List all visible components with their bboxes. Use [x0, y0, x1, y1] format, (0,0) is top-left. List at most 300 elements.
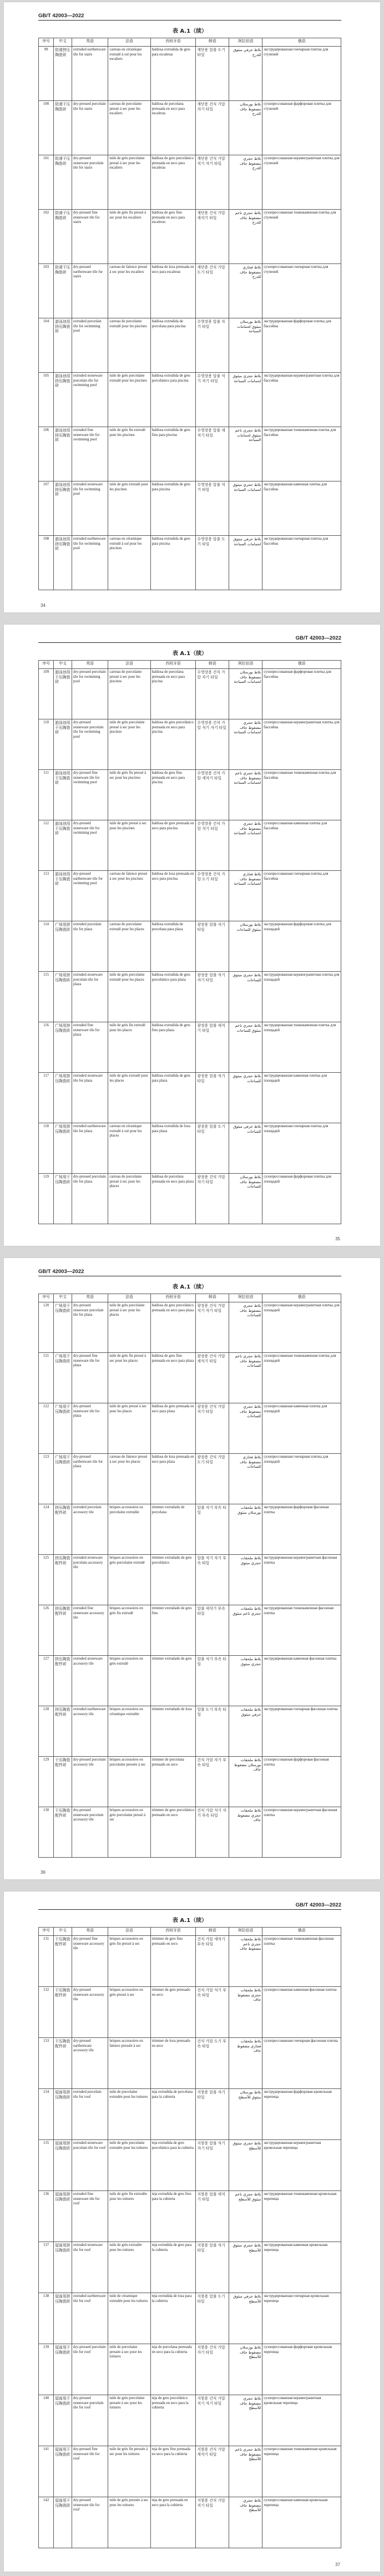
- table-cell-seq: 140: [39, 2395, 54, 2446]
- table-cell-ko: 광장용 압출 석기 자기 타일: [196, 972, 229, 1022]
- table-cell-ru: экструдированная гончарная плитка для бассейна: [262, 536, 341, 590]
- table-cell-en: extruded stoneware accessory tile: [72, 1656, 108, 1706]
- table-cell-fr: tuile de grès extrudé pour les piscines: [108, 481, 150, 536]
- table-cell-fr: carreau de porcelaine pressé à sec pour les piscines: [108, 669, 150, 719]
- table-cell-fr: carreau de faïence pressé à sec pour les piscines: [108, 871, 150, 921]
- table-cell-ru: экструдированная гончарная плитка для ступеней: [262, 47, 341, 101]
- column-header: 俄语: [262, 38, 341, 47]
- table-cell-ar: بلاط خزفي مبثوق للدرج: [229, 47, 262, 101]
- table-cell-fr: tuile de grès porcelaine pressé à sec pour les piscines: [108, 719, 150, 770]
- table-cell-ar: بلاط حجري مبثوق للأسطح: [229, 2242, 262, 2293]
- table-row: [39, 2038, 341, 2089]
- table-cell-en: dry-pressed fine stoneware tile for stairs: [72, 210, 108, 264]
- table-row: [39, 719, 341, 770]
- table-cell-seq: 116: [39, 1022, 54, 1073]
- table-cell-ko: 수영장용 건식 가압 석기 타일: [196, 820, 229, 871]
- table-cell-zh: 屋面用挤压陶瓷砖: [54, 2191, 72, 2242]
- table-cell-seq: 139: [39, 2344, 54, 2395]
- table-cell-zh: 屋面用挤压陶瓷砖: [54, 2293, 72, 2344]
- table-cell-es: baldosa extrudida de porcelana para piscina: [150, 318, 196, 373]
- table-cell-en: dry-pressed stoneware porcelain tile for swimming pool: [72, 719, 108, 770]
- table-cell-es: baldosa extrudida de gres fino para plaza: [150, 1022, 196, 1073]
- table-cell-zh: 挤压陶瓷配件砖: [54, 1504, 72, 1555]
- table-cell-ru: экструдированная каменная кровельная черепица: [262, 2242, 341, 2293]
- page-header-standard-code: GB/T 42003—2022: [38, 9, 341, 21]
- column-header: 英语: [72, 661, 108, 669]
- table-cell-ar: بلاط حجري ناعم مبثوق لحمامات السباحة: [229, 427, 262, 481]
- table-cell-en: extruded stoneware tile for swimming pool: [72, 481, 108, 536]
- table-cell-en: dry-pressed stoneware tile for swimming pool: [72, 820, 108, 871]
- table-row: [39, 1454, 341, 1504]
- table-cell-ru: экструдированная гончарная фасонная плитка: [262, 1706, 341, 1757]
- table-cell-ar: بلاط فخاري مضغوط جاف للدرج: [229, 264, 262, 318]
- table-cell-es: baldosa de gres porcelánico prensada en seco para escaleras: [150, 155, 196, 210]
- table-row: [39, 101, 341, 155]
- table-cell-zh: 游泳池用挤压陶瓷砖: [54, 481, 72, 536]
- table-cell-fr: carreau en céramique extrudé à sol pour les escaliers: [108, 47, 150, 101]
- table-cell-es: trimmer de gres fino prensado en seco: [150, 1936, 196, 1987]
- table-cell-ko: 지붕용 압출 석기 자기 타일: [196, 2140, 229, 2191]
- table-cell-fr: briques accessoires en porcelaine extrudée: [108, 1504, 150, 1555]
- column-header: 法语: [108, 661, 150, 669]
- table-cell-ar: بلاط حجري ناعم مبثوق للساحات: [229, 1022, 262, 1073]
- table-cell-ko: 압출 석기 부속 타일: [196, 1656, 229, 1706]
- table-cell-ru: экструдированная керамогранитная фасонная плитка: [262, 1555, 341, 1605]
- table-cell-seq: 103: [39, 264, 54, 318]
- table-cell-ar: بلاط بورسلان مبثوق لحمامات السباحة: [229, 318, 262, 373]
- column-header: 中文: [54, 1294, 72, 1302]
- table-cell-ar: بلاط ملحقات بورسلان مضغوط جاف: [229, 1757, 262, 1807]
- table-cell-es: baldosa extrudida de gres porcelánico para plaza: [150, 972, 196, 1022]
- table-row: [39, 770, 341, 820]
- table-cell-zh: 广场用挤压陶瓷砖: [54, 1022, 72, 1073]
- table-cell-ar: بلاط حجري مضغوط جاف للأسطح: [229, 2497, 262, 2548]
- table-cell-fr: briques accessoires en grès fin extrudé: [108, 1605, 150, 1656]
- table-cell-es: teja de gres fino prensada en seco para la cubierta: [150, 2446, 196, 2497]
- table-cell-en: extruded stoneware porcelain tile for swimming pool: [72, 373, 108, 427]
- table-cell-seq: 117: [39, 1073, 54, 1123]
- table-cell-ar: بلاط حجري مضغوط جاف لحمامات السباحة: [229, 719, 262, 770]
- terminology-table: [38, 1927, 341, 2548]
- column-header: 阿拉伯语: [229, 661, 262, 669]
- table-cell-ar: بلاط بورسلان مضغوط جاف للساحات: [229, 1174, 262, 1224]
- table-cell-zh: 屋面用挤压陶瓷砖: [54, 2140, 72, 2191]
- table-cell-zh: 广场用干压陶瓷砖: [54, 1403, 72, 1454]
- table-cell-en: extruded porcelain tile for plaza: [72, 921, 108, 972]
- table-cell-ru: сухопрессованная керамогранитная фасонная плитка: [262, 1807, 341, 1858]
- table-cell-es: baldosa extrudida de gres porcelánico para piscina: [150, 373, 196, 427]
- table-cell-en: extruded porcelain tile for roof: [72, 2089, 108, 2140]
- column-header: 阿拉伯语: [229, 1928, 262, 1936]
- table-cell-zh: 屋面用挤压陶瓷砖: [54, 2089, 72, 2140]
- table-cell-en: dry-pressed earthenware tile for plaza: [72, 1454, 108, 1504]
- table-cell-ar: بلاط بورسلان مضغوط جاف لحمامات السباحة: [229, 669, 262, 719]
- table-cell-ar: بلاط خزفي مبثوق لحمامات السباحة: [229, 536, 262, 590]
- table-cell-es: teja extrudida de gres para la cubierta: [150, 2242, 196, 2293]
- table-cell-en: extruded earthenware accessory tile: [72, 1706, 108, 1757]
- table-cell-ar: بلاط بورسلان مبثوق للأسطح: [229, 2089, 262, 2140]
- table-cell-fr: carreau de faïence pressé à sec pour les escaliers: [108, 264, 150, 318]
- table-cell-ar: بلاط ملحقات حجري ناعم مضغوط جاف: [229, 1936, 262, 1987]
- table-cell-fr: carreau de faïence pressé à sec pour les places: [108, 1454, 150, 1504]
- table-cell-en: dry-pressed fine stoneware tile for plaza: [72, 1353, 108, 1403]
- table-cell-en: dry-pressed stoneware accessory tile: [72, 1987, 108, 2038]
- table-cell-ru: экструдированная каменная фасонная плитка: [262, 1656, 341, 1706]
- table-cell-en: extruded stoneware tile for plaza: [72, 1073, 108, 1123]
- table-cell-ru: сухопрессованная гончарная фасонная плитка: [262, 2038, 341, 2089]
- column-header: 韩语: [196, 1928, 229, 1936]
- table-cell-ru: экструдированная тонкокаменная плитка для площадей: [262, 1022, 341, 1073]
- table-cell-fr: tuile de grès fin extrudée pour les toitures: [108, 2191, 150, 2242]
- table-cell-ru: сухопрессованная фарфоровая фасонная плитка: [262, 1757, 341, 1807]
- table-cell-seq: 130: [39, 1807, 54, 1858]
- table-cell-ru: сухопрессованная каменная плитка для бассейна: [262, 820, 341, 871]
- table-cell-zh: 游泳池用干压陶瓷砖: [54, 669, 72, 719]
- table-row: [39, 2293, 341, 2344]
- table-cell-ar: بلاط بورسلان مضغوط جاف للدرج: [229, 101, 262, 155]
- column-header: 西班牙语: [150, 1294, 196, 1302]
- table-row: [39, 373, 341, 427]
- table-header-row: [39, 38, 341, 47]
- table-cell-seq: 129: [39, 1757, 54, 1807]
- table-cell-ar: بلاط حجري مضغوط جاف للساحات: [229, 1403, 262, 1454]
- table-cell-es: baldosa extrudida de porcelana para plaza: [150, 921, 196, 972]
- table-cell-en: extruded earthenware tile for roof: [72, 2293, 108, 2344]
- table-cell-zh: 屋面用干压陶瓷砖: [54, 2344, 72, 2395]
- table-cell-seq: 119: [39, 1174, 54, 1224]
- table-cell-ko: 압출 세석기 부속 타일: [196, 1605, 229, 1656]
- table-cell-seq: 134: [39, 2089, 54, 2140]
- table-cell-seq: 132: [39, 1987, 54, 2038]
- table-cell-seq: 99: [39, 47, 54, 101]
- table-cell-fr: tuile de grès porcelaine pressé à sec pour les escaliers: [108, 155, 150, 210]
- table-cell-ru: сухопрессованная фарфоровая плитка для ступеней: [262, 101, 341, 155]
- table-cell-en: extruded earthenware tile for swimming pool: [72, 536, 108, 590]
- table-cell-fr: carreau de porcelaine extrudé pour les piscines: [108, 318, 150, 373]
- table-cell-ru: экструдированная фарфоровая кровельная черепица: [262, 2089, 341, 2140]
- table-cell-fr: briques accessoires en grès extrudé: [108, 1656, 150, 1706]
- table-cell-ru: экструдированная керамогранитная плитка для площадей: [262, 972, 341, 1022]
- table-cell-ar: بلاط حجري ناعم مبثوق للأسطح: [229, 2191, 262, 2242]
- table-cell-en: dry-pressed stoneware tile for plaza: [72, 1403, 108, 1454]
- page-number: 35: [335, 1236, 340, 1241]
- table-cell-ko: 지붕용 압출 도기 타일: [196, 2293, 229, 2344]
- table-row: [39, 1504, 341, 1555]
- table-row: [39, 1123, 341, 1174]
- table-cell-en: extruded fine stoneware accessory tile: [72, 1605, 108, 1656]
- table-cell-zh: 广场用干压陶瓷砖: [54, 1174, 72, 1224]
- document-page: [4, 625, 380, 1246]
- table-cell-fr: tuile de grès pressée à sec pour les toitures: [108, 2497, 150, 2548]
- table-cell-zh: 广场用挤压陶瓷砖: [54, 1123, 72, 1174]
- table-cell-ar: بلاط ملحقات بورسلان مبثوق: [229, 1504, 262, 1555]
- table-cell-zh: 游泳池用挤压陶瓷砖: [54, 427, 72, 481]
- table-cell-fr: tuile de grès pressé à sec pour les places: [108, 1403, 150, 1454]
- column-header: 英语: [72, 1928, 108, 1936]
- table-cell-es: baldosa de gres fino prensada en seco para plaza: [150, 1353, 196, 1403]
- column-header: 法语: [108, 1928, 150, 1936]
- table-cell-es: baldosa de loza prensada en seco para escaleras: [150, 264, 196, 318]
- table-cell-ru: сухопрессованная керамогранитная плитка для бассейна: [262, 719, 341, 770]
- table-cell-ko: 계단용 건식 가압 자기 타일: [196, 101, 229, 155]
- page-header-standard-code: GB/T 42003—2022: [38, 1898, 341, 1910]
- table-cell-zh: 干压陶瓷配件砖: [54, 1757, 72, 1807]
- table-cell-fr: tuile de grès porcelaine pressée à sec pour les toitures: [108, 2395, 150, 2446]
- table-cell-fr: tuile de porcelaine pressée à sec pour les toitures: [108, 2344, 150, 2395]
- table-cell-zh: 游泳池用干压陶瓷砖: [54, 770, 72, 820]
- table-cell-ko: 수영장용 압출 세석기 타일: [196, 427, 229, 481]
- table-cell-zh: 挤压陶瓷配件砖: [54, 1605, 72, 1656]
- table-cell-ru: экструдированная гончарная кровельная черепица: [262, 2293, 341, 2344]
- table-cell-seq: 123: [39, 1454, 54, 1504]
- table-cell-ru: сухопрессованная гончарная плитка для бассейна: [262, 871, 341, 921]
- table-cell-es: teja extrudida de gres fino para la cubierta: [150, 2191, 196, 2242]
- table-cell-fr: briques accessoires en céramique extrudée: [108, 1706, 150, 1757]
- table-cell-ko: 계단용 압출 도기 타일: [196, 47, 229, 101]
- table-cell-en: dry-pressed porcelain accessory tile: [72, 1757, 108, 1807]
- table-cell-ar: بلاط حجري ناعم مضغوط جاف للساحات: [229, 1353, 262, 1403]
- table-cell-en: dry-pressed stoneware porcelain accessory tile: [72, 1807, 108, 1858]
- table-cell-zh: 干压陶瓷配件砖: [54, 1807, 72, 1858]
- table-cell-en: dry-pressed stoneware tile for roof: [72, 2497, 108, 2548]
- table-cell-zh: 游泳池用干压陶瓷砖: [54, 719, 72, 770]
- table-cell-zh: 广场用干压陶瓷砖: [54, 1302, 72, 1353]
- table-cell-ru: сухопрессованная керамогранитная плитка для ступеней: [262, 155, 341, 210]
- table-cell-es: trimmer de loza prensado en seco: [150, 2038, 196, 2089]
- table-row: [39, 1353, 341, 1403]
- table-cell-ko: 지붕용 건식 가압 석기 자기 타일: [196, 2395, 229, 2446]
- table-cell-ru: сухопрессованная керамогранитная плитка для площадей: [262, 1302, 341, 1353]
- table-cell-zh: 干压陶瓷配件砖: [54, 1936, 72, 1987]
- table-cell-en: dry-pressed stoneware porcelain tile for roof: [72, 2395, 108, 2446]
- table-row: [39, 1403, 341, 1454]
- table-cell-ko: 지붕용 압출 세석기 타일: [196, 2191, 229, 2242]
- table-cell-zh: 挤压陶瓷配件砖: [54, 1555, 72, 1605]
- table-row: [39, 155, 341, 210]
- table-cell-ko: 건식 가압 석기 부속 타일: [196, 1987, 229, 2038]
- table-cell-ko: 수영장용 압출 자기 타일: [196, 318, 229, 373]
- table-cell-ar: بلاط بورسلان مبثوق للساحات: [229, 921, 262, 972]
- column-header: 阿拉伯语: [229, 38, 262, 47]
- table-cell-es: baldosa de gres fino prensada en seco para escaleras: [150, 210, 196, 264]
- column-header: 序号: [39, 661, 54, 669]
- table-cell-zh: 广场用干压陶瓷砖: [54, 1353, 72, 1403]
- table-cell-ru: экструдированная керамогранитная плитка для бассейна: [262, 373, 341, 427]
- table-cell-zh: 防滑干压陶瓷砖: [54, 155, 72, 210]
- table-cell-ko: 수영장용 건식 가압 석기 자기 타일: [196, 719, 229, 770]
- table-cell-fr: tuile de céramique extrudée pour les toitures: [108, 2293, 150, 2344]
- table-cell-ko: 건식 가압 자기 부속 타일: [196, 1757, 229, 1807]
- table-cell-zh: 屋面用干压陶瓷砖: [54, 2497, 72, 2548]
- table-cell-en: dry-pressed earthenware accessory tile: [72, 2038, 108, 2089]
- column-header: 西班牙语: [150, 661, 196, 669]
- table-cell-es: baldosa de porcelana prensada en seco para piscina: [150, 669, 196, 719]
- table-header-row: [39, 661, 341, 669]
- table-cell-seq: 108: [39, 536, 54, 590]
- terminology-table: [38, 38, 341, 590]
- table-cell-en: extruded porcelain tile for swimming pool: [72, 318, 108, 373]
- table-cell-ar: بلاط ملحقات حجري مضغوط جاف: [229, 1987, 262, 2038]
- table-header-row: [39, 1294, 341, 1302]
- table-cell-seq: 100: [39, 101, 54, 155]
- table-cell-ko: 압출 석기 자기 부속 타일: [196, 1555, 229, 1605]
- table-row: [39, 318, 341, 373]
- table-row: [39, 2089, 341, 2140]
- table-cell-es: trimmer extrudado de porcelana: [150, 1504, 196, 1555]
- table-cell-fr: tuile de grès fin pressé à sec pour les piscines: [108, 770, 150, 820]
- document-page: [4, 1892, 380, 2572]
- table-cell-ko: 압출 도기 부속 타일: [196, 1706, 229, 1757]
- table-cell-ru: сухопрессованная керамогранитная кровельная черепица: [262, 2395, 341, 2446]
- table-cell-en: extruded earthenware tile for plaza: [72, 1123, 108, 1174]
- table-cell-seq: 137: [39, 2242, 54, 2293]
- table-cell-es: teja extrudida de loza para la cubierta: [150, 2293, 196, 2344]
- table-cell-ar: بلاط حجري مضغوط جاف لحمامات السباحة: [229, 820, 262, 871]
- table-row: [39, 264, 341, 318]
- table-cell-fr: briques accessoires en faïence pressée à sec: [108, 2038, 150, 2089]
- table-cell-es: trimmer de porcelana prensado en seco: [150, 1757, 196, 1807]
- column-header: 俄语: [262, 1294, 341, 1302]
- table-cell-seq: 118: [39, 1123, 54, 1174]
- table-cell-seq: 104: [39, 318, 54, 373]
- table-row: [39, 820, 341, 871]
- table-cell-fr: briques accessoires en grès fin pressé à sec: [108, 1936, 150, 1987]
- table-row: [39, 1555, 341, 1605]
- table-row: [39, 1757, 341, 1807]
- table-cell-ko: 광장용 압출 석기 타일: [196, 1073, 229, 1123]
- column-header: 中文: [54, 661, 72, 669]
- table-cell-es: baldosa de loza prensada en seco para piscina: [150, 871, 196, 921]
- terminology-table: [38, 660, 341, 1224]
- table-cell-seq: 135: [39, 2140, 54, 2191]
- column-header: 韩语: [196, 38, 229, 47]
- column-header: 韩语: [196, 1294, 229, 1302]
- table-row: [39, 1807, 341, 1858]
- table-cell-en: extruded earthenware tile for stairs: [72, 47, 108, 101]
- table-cell-en: dry-pressed fine stoneware tile for swimming pool: [72, 770, 108, 820]
- table-cell-ko: 광장용 압출 자기 타일: [196, 921, 229, 972]
- table-cell-es: baldosa de gres prensada en seco para plaza: [150, 1403, 196, 1454]
- table-row: [39, 2140, 341, 2191]
- table-row: [39, 1987, 341, 2038]
- table-cell-es: trimmer extrudado de gres: [150, 1656, 196, 1706]
- table-cell-es: baldosa extrudida de gres fino para piscina: [150, 427, 196, 481]
- column-header: 英语: [72, 38, 108, 47]
- table-cell-es: baldosa extrudida de gres para piscina: [150, 481, 196, 536]
- column-header: 俄语: [262, 1928, 341, 1936]
- table-cell-ar: بلاط ملحقات حجري ناعم مبثوق: [229, 1605, 262, 1656]
- table-cell-ru: экструдированная гончарная плитка для площадей: [262, 1123, 341, 1174]
- table-row: [39, 2395, 341, 2446]
- table-cell-ru: экструдированная каменная плитка для площадей: [262, 1073, 341, 1123]
- document-page: [4, 1258, 380, 1879]
- table-cell-seq: 142: [39, 2497, 54, 2548]
- column-header: 俄语: [262, 661, 341, 669]
- table-cell-ar: بلاط فخاري مضغوط جاف لحمامات السباحة: [229, 871, 262, 921]
- table-cell-en: extruded fine stoneware tile for plaza: [72, 1022, 108, 1073]
- table-cell-ko: 수영장용 건식 가압 도기 타일: [196, 871, 229, 921]
- table-cell-fr: carreau de porcelaine pressé à sec pour les places: [108, 1174, 150, 1224]
- table-cell-fr: tuile de grès fin pressé à sec pour les escaliers: [108, 210, 150, 264]
- table-title: 表 A.1（续）: [172, 1284, 208, 1290]
- table-cell-ar: بلاط ملحقات حجري مبثوق: [229, 1555, 262, 1605]
- table-row: [39, 427, 341, 481]
- table-row: [39, 2497, 341, 2548]
- table-row: [39, 1605, 341, 1656]
- table-cell-zh: 广场用挤压陶瓷砖: [54, 921, 72, 972]
- table-title: 表 A.1（续）: [172, 1918, 208, 1924]
- column-header: 韩语: [196, 661, 229, 669]
- table-row: [39, 2344, 341, 2395]
- table-cell-en: dry-pressed stoneware porcelain tile for stairs: [72, 155, 108, 210]
- table-cell-ko: 광장용 건식 가압 세석기 타일: [196, 1353, 229, 1403]
- table-cell-en: extruded stoneware porcelain accessory tile: [72, 1555, 108, 1605]
- table-cell-seq: 111: [39, 770, 54, 820]
- table-cell-ar: بلاط ملحقات حجري مبثوق: [229, 1656, 262, 1706]
- table-row: [39, 1022, 341, 1073]
- page-header-standard-code: GB/T 42003—2022: [38, 1265, 341, 1276]
- table-cell-ko: 수영장용 건식 가압 세석기 타일: [196, 770, 229, 820]
- table-cell-zh: 游泳池用挤压陶瓷砖: [54, 536, 72, 590]
- table-cell-zh: 游泳池用挤压陶瓷砖: [54, 373, 72, 427]
- table-cell-seq: 122: [39, 1403, 54, 1454]
- table-cell-ru: сухопрессованная тонкокаменная плитка для площадей: [262, 1353, 341, 1403]
- table-cell-ru: сухопрессованная каменная плитка для площадей: [262, 1403, 341, 1454]
- table-cell-es: baldosa de gres porcelánico prensada en seco para plaza: [150, 1302, 196, 1353]
- table-cell-seq: 125: [39, 1555, 54, 1605]
- table-cell-seq: 141: [39, 2446, 54, 2497]
- table-cell-ar: بلاط فخاري مضغوط جاف للساحات: [229, 1454, 262, 1504]
- table-row: [39, 481, 341, 536]
- table-cell-fr: tuile de grès pressé à sec pour les piscines: [108, 820, 150, 871]
- table-cell-ko: 지붕용 압출 자기 타일: [196, 2089, 229, 2140]
- page-number: 36: [41, 1870, 46, 1875]
- table-cell-zh: 广场用干压陶瓷砖: [54, 1454, 72, 1504]
- table-cell-ko: 광장용 건식 가압 도기 타일: [196, 1454, 229, 1504]
- column-header: 序号: [39, 1928, 54, 1936]
- table-cell-ar: بلاط حجري مبثوق للساحات: [229, 1073, 262, 1123]
- table-row: [39, 669, 341, 719]
- table-cell-fr: tuile de grès fin pressé à sec pour les places: [108, 1353, 150, 1403]
- table-cell-seq: 115: [39, 972, 54, 1022]
- table-cell-ar: بلاط بورسلان مضغوط جاف للأسطح: [229, 2344, 262, 2395]
- table-cell-en: dry-pressed fine stoneware accessory tile: [72, 1936, 108, 1987]
- table-cell-zh: 挤压陶瓷配件砖: [54, 1656, 72, 1706]
- table-cell-en: dry-pressed porcelain tile for plaza: [72, 1174, 108, 1224]
- table-cell-fr: tuile de grès fin extrudé pour les places: [108, 1022, 150, 1073]
- table-cell-ko: 광장용 건식 가압 석기 타일: [196, 1403, 229, 1454]
- table-cell-ru: сухопрессованная фарфоровая плитка для площадей: [262, 1174, 341, 1224]
- table-cell-en: extruded stoneware porcelain tile for plaza: [72, 972, 108, 1022]
- table-cell-zh: 屋面用挤压陶瓷砖: [54, 2242, 72, 2293]
- table-cell-zh: 游泳池用干压陶瓷砖: [54, 820, 72, 871]
- table-cell-es: baldosa de gres porcelánico prensada en seco para piscina: [150, 719, 196, 770]
- table-cell-es: teja de porcelana prensada en seco para la cubierta: [150, 2344, 196, 2395]
- table-cell-ko: 지붕용 건식 가압 자기 타일: [196, 2344, 229, 2395]
- table-cell-ar: بلاط حجري مبثوق للساحات: [229, 972, 262, 1022]
- table-cell-ru: экструдированная каменная плитка для бассейна: [262, 481, 341, 536]
- table-cell-fr: carreau en céramique extrudé à sol pour les piscines: [108, 536, 150, 590]
- table-cell-ko: 계단용 건식 가압 도기 타일: [196, 264, 229, 318]
- table-cell-es: baldosa extrudida de gres para escaleras: [150, 47, 196, 101]
- table-cell-fr: carreau en céramique extrudé à sol pour les places: [108, 1123, 150, 1174]
- table-cell-ko: 지붕용 압출 석기 타일: [196, 2242, 229, 2293]
- table-cell-seq: 102: [39, 210, 54, 264]
- table-cell-zh: 屋面用干压陶瓷砖: [54, 2446, 72, 2497]
- table-cell-ar: بلاط حجري مبثوق لحمامات السباحة: [229, 481, 262, 536]
- table-cell-en: dry-pressed stoneware porcelain tile for plaza: [72, 1302, 108, 1353]
- table-cell-zh: 挤压陶瓷配件砖: [54, 1706, 72, 1757]
